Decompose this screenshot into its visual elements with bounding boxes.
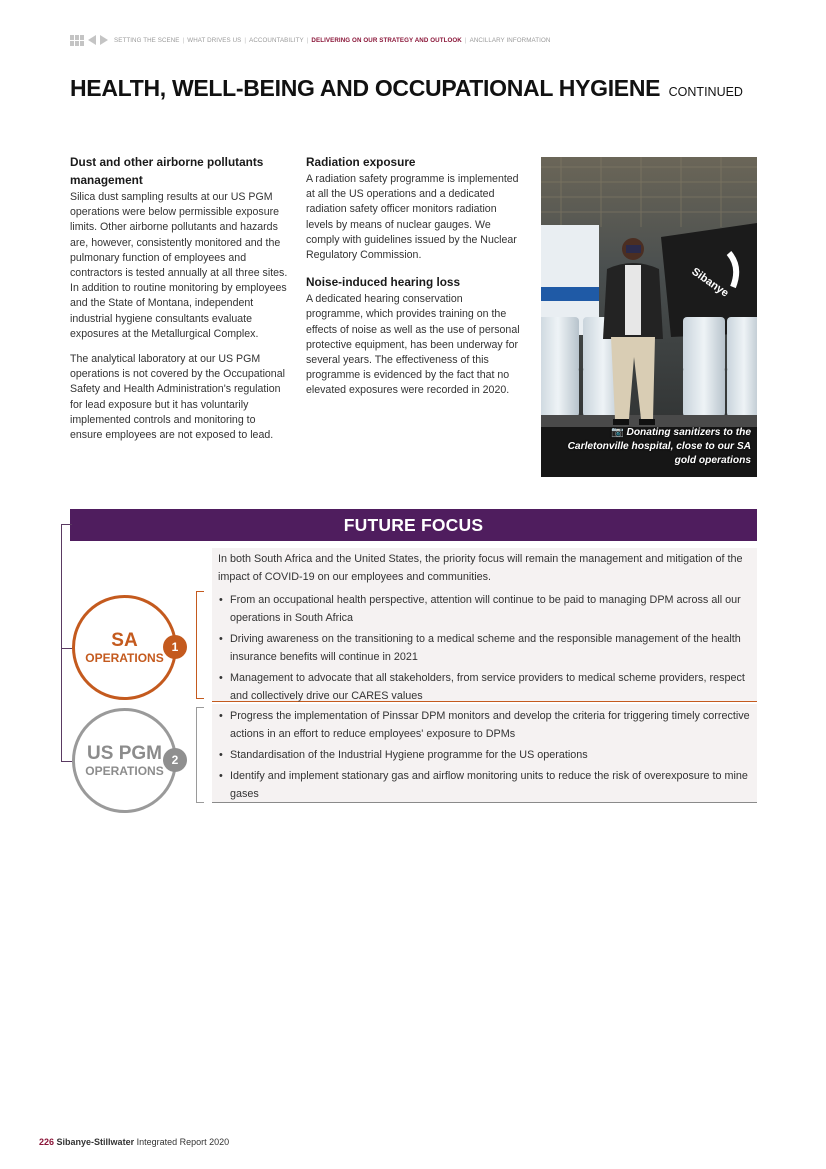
- nav-link-what-drives-us[interactable]: WHAT DRIVES US: [187, 36, 242, 44]
- future-focus-intro: In both South Africa and the United States, the priority focus will remain the management and mitigation of the impact of COVID-19 on our employees and communities.: [212, 548, 757, 590]
- photo-caption-text: Donating sanitizers to the Carletonville hospital, close to our SA gold operations: [567, 427, 751, 466]
- paragraph-dust-1: Silica dust sampling results at our US PGM operations were below permissible exposure limits. Other airborne pollutants and hazards are, however, consistently monitored and the pulmonary function of employees and contractors is tested annually at all three sites. In addition to routine monitoring by employees and the State of Montana, independent industrial hygiene consultants evaluate exposures at the Metallurgical Complex.: [70, 191, 288, 340]
- svg-text:Sibanye: Sibanye: [689, 265, 731, 300]
- footer-company: Sibanye-Stillwater: [56, 1137, 135, 1147]
- nav-link-delivering-on-strategy[interactable]: DELIVERING ON OUR STRATEGY AND OUTLOOK: [311, 36, 462, 44]
- nav-link-ancillary-information[interactable]: ANCILLARY INFORMATION: [469, 36, 551, 44]
- nav-link-accountability[interactable]: ACCOUNTABILITY: [249, 36, 304, 44]
- us-focus-list: [212, 704, 757, 803]
- page-title: [70, 75, 743, 102]
- column-radiation-noise: [306, 153, 522, 409]
- page-footer: [39, 1137, 229, 1147]
- heading-radiation: Radiation exposure: [306, 155, 416, 169]
- next-page-icon[interactable]: [100, 35, 108, 45]
- list-item: • Identify and implement stationary gas and airflow monitoring units to reduce the risk of overexposure to mine gases: [218, 767, 751, 803]
- list-item: • Management to advocate that all stakeholders, from service providers to medical scheme providers, respect and collectively drive our CARES values: [218, 669, 751, 705]
- paragraph-dust-2: The analytical laboratory at our US PGM operations is not covered by the Occupational Safety and Health Administration's regulation for lead exposure but it has voluntarily implemented controls and monitoring to ensure employees are not exposed to lead.: [70, 353, 285, 442]
- paragraph-radiation: A radiation safety programme is implemented at all the US operations and a dedicated radiation safety officer monitors radiation levels by means of nuclear gauges. We comply with guidelines issued by the Nuclear Regulatory Commission.: [306, 173, 519, 262]
- sa-bracket: [196, 591, 204, 699]
- sa-number-badge: 1: [163, 635, 187, 659]
- camera-icon: 📷: [610, 427, 624, 438]
- nav-separator: |: [182, 36, 185, 44]
- nav-separator: |: [464, 36, 467, 44]
- top-navigation: [70, 33, 550, 47]
- photo-caption: [541, 426, 757, 468]
- us-label: US PGM: [87, 743, 162, 764]
- nav-link-setting-the-scene[interactable]: SETTING THE SCENE: [114, 36, 180, 44]
- sa-operations-circle: [72, 595, 177, 700]
- photo-sanitizer-donation: [541, 157, 757, 477]
- list-item: • Progress the implementation of Pinssar DPM monitors and develop the criteria for triggering timely corrective actions in an effort to reduce employees' exposure to DPMs: [218, 707, 751, 743]
- section-nav: [114, 37, 550, 44]
- sa-label: SA: [111, 630, 138, 651]
- sa-sublabel: OPERATIONS: [85, 651, 164, 665]
- connector-lines: [61, 524, 72, 762]
- heading-dust: Dust and other airborne pollutants management: [70, 155, 264, 187]
- us-number-badge: 2: [163, 748, 187, 772]
- nav-icons: [70, 35, 108, 46]
- list-item: • Standardisation of the Industrial Hygiene programme for the US operations: [218, 746, 751, 764]
- future-focus-header: FUTURE FOCUS: [70, 509, 757, 541]
- footer-report: Integrated Report 2020: [136, 1137, 230, 1147]
- nav-separator: |: [306, 36, 309, 44]
- heading-noise: Noise-induced hearing loss: [306, 275, 461, 290]
- previous-page-icon[interactable]: [88, 35, 96, 45]
- page-title-main: HEALTH, WELL-BEING AND OCCUPATIONAL HYGIENE: [70, 75, 661, 101]
- us-bracket: [196, 707, 204, 803]
- column-dust: [70, 153, 288, 453]
- nav-separator: |: [244, 36, 247, 44]
- grid-menu-icon[interactable]: [70, 35, 84, 46]
- sa-focus-list: [212, 588, 757, 702]
- us-sublabel: OPERATIONS: [85, 764, 164, 778]
- page-title-continued: CONTINUED: [668, 85, 743, 99]
- page-number: 226: [39, 1137, 55, 1147]
- list-item: • From an occupational health perspective, attention will continue to be paid to managing DPM across all our operations in South Africa: [218, 591, 751, 627]
- list-item: • Driving awareness on the transitioning to a medical scheme and the responsible management of the health insurance benefits will continue in 2021: [218, 630, 751, 666]
- paragraph-noise: A dedicated hearing conservation programme, which provides training on the effects of noise as well as the use of personal protective equipment, has been underway for several years. The effectiveness of this programme is evidenced by the fact that no elevated exposures were recorded in 2020.: [306, 293, 520, 397]
- us-pgm-operations-circle: [72, 708, 177, 813]
